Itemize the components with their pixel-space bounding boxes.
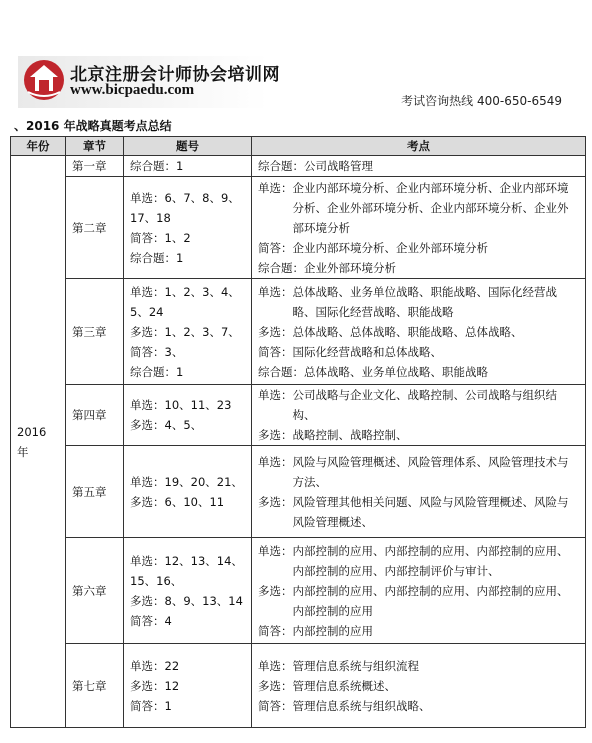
header-chapter: 章节 (66, 137, 124, 156)
exam-points-cell (252, 156, 586, 177)
logo-emblem-icon (22, 58, 66, 102)
exam-point-type: 单选： (258, 658, 293, 673)
page-header (0, 0, 592, 112)
exam-point-text: 总体战略、总体战略、职能战略、总体战略、 (292, 324, 523, 339)
exam-points-cell (252, 385, 586, 446)
question-number-line: 多选：1、2、3、7、 (130, 324, 240, 339)
question-number-line: 多选：6、10、11 (130, 494, 225, 509)
exam-point-type: 多选： (258, 428, 293, 442)
exam-point-type: 简答： (258, 698, 293, 713)
exam-point-type: 简答： (258, 240, 293, 255)
header-year: 年份 (11, 137, 66, 156)
exam-point-type: 单选： (258, 388, 293, 402)
exam-point-text: 内部控制的应用 (292, 623, 373, 638)
exam-point-line (258, 282, 579, 322)
exam-point-text: 内部控制的应用、内部控制的应用、内部控制的应用、内部控制的应用、内部控制评价与审计、 (292, 543, 569, 578)
chapter-cell: 第五章 (66, 446, 124, 538)
table-row (11, 156, 586, 177)
exam-points-table (10, 136, 586, 728)
exam-point-line (258, 385, 579, 425)
question-number-line: 多选：8、9、13、14 (130, 593, 243, 608)
exam-point-line (258, 696, 579, 716)
exam-point-line (258, 656, 579, 676)
exam-point-text: 公司战略管理 (304, 159, 373, 173)
year-cell: 2016 年 (11, 156, 66, 728)
question-number-line: 综合题：1 (130, 159, 184, 173)
exam-point-type: 多选： (258, 324, 293, 339)
table-row (11, 446, 586, 538)
table-row (11, 644, 586, 728)
chapter-cell: 第三章 (66, 279, 124, 385)
question-numbers-cell (124, 538, 252, 644)
exam-point-type: 多选： (258, 494, 293, 509)
question-number-line: 单选：12、13、14、15、16、 (130, 553, 243, 588)
chapter-cell: 第四章 (66, 385, 124, 446)
exam-point-type: 综合题： (258, 364, 304, 379)
question-numbers-cell (124, 385, 252, 446)
exam-point-text: 风险管理其他相关问题、风险与风险管理概述、风险与风险管理概述、 (292, 494, 569, 529)
exam-point-line (258, 541, 579, 581)
question-numbers-cell (124, 644, 252, 728)
table-row (11, 177, 586, 279)
hotline-text: 考试咨询热线 400-650-6549 (401, 94, 562, 108)
exam-point-type: 简答： (258, 623, 293, 638)
table-body (11, 156, 586, 728)
exam-point-type: 综合题： (258, 260, 304, 275)
question-number-line: 单选：1、2、3、4、5、24 (130, 284, 240, 319)
header-exam-points: 考点 (252, 137, 586, 156)
header-question-numbers: 题号 (124, 137, 252, 156)
question-number-line: 综合题：1 (130, 250, 184, 265)
exam-point-text: 战略控制、战略控制、 (292, 428, 408, 442)
exam-point-text: 企业外部环境分析 (304, 260, 396, 275)
exam-point-text: 公司战略与企业文化、战略控制、公司战略与组织结构、 (292, 388, 557, 422)
question-numbers-cell (124, 156, 252, 177)
exam-point-text: 管理信息系统概述、 (292, 678, 396, 693)
question-number-line: 综合题：1 (130, 364, 184, 379)
exam-point-text: 总体战略、业务单位战略、职能战略 (304, 364, 488, 379)
question-number-line: 单选：22 (130, 658, 180, 673)
exam-point-text: 管理信息系统与组织流程 (292, 658, 419, 673)
exam-point-line (258, 258, 579, 278)
exam-point-type: 简答： (258, 344, 293, 359)
exam-point-type: 单选： (258, 454, 293, 469)
exam-point-type: 单选： (258, 284, 293, 299)
question-number-line: 单选：10、11、23 (130, 398, 232, 412)
exam-points-cell (252, 538, 586, 644)
exam-point-line (258, 156, 579, 176)
exam-point-text: 管理信息系统与组织战略、 (292, 698, 431, 713)
table-row (11, 385, 586, 446)
question-number-line: 简答：1 (130, 698, 172, 713)
chapter-cell: 第二章 (66, 177, 124, 279)
exam-point-type: 综合题： (258, 159, 304, 173)
exam-points-cell (252, 446, 586, 538)
question-number-line: 简答：1、2 (130, 230, 191, 245)
question-number-line: 单选：19、20、21、 (130, 474, 243, 489)
exam-point-line (258, 425, 579, 445)
exam-point-line (258, 362, 579, 382)
exam-point-type: 多选： (258, 583, 293, 598)
question-number-line: 多选：12 (130, 678, 180, 693)
exam-point-line (258, 238, 579, 258)
question-numbers-cell (124, 177, 252, 279)
table-row (11, 279, 586, 385)
table-header-row (11, 137, 586, 156)
exam-point-line (258, 178, 579, 238)
question-numbers-cell (124, 446, 252, 538)
table-row (11, 538, 586, 644)
question-number-line: 简答：3、 (130, 344, 184, 359)
exam-point-line (258, 492, 579, 532)
chapter-cell: 第六章 (66, 538, 124, 644)
org-name: 北京注册会计师协会培训网 (70, 65, 280, 85)
exam-point-type: 单选： (258, 543, 293, 558)
exam-point-line (258, 621, 579, 641)
exam-point-line (258, 342, 579, 362)
exam-point-text: 企业内部环境分析、企业外部环境分析 (292, 240, 488, 255)
org-url: www.bicpaedu.com (70, 82, 195, 98)
exam-point-text: 国际化经营战略和总体战略、 (292, 344, 442, 359)
exam-points-cell (252, 177, 586, 279)
question-number-line: 单选：6、7、8、9、17、18 (130, 190, 240, 225)
exam-point-text: 内部控制的应用、内部控制的应用、内部控制的应用、内部控制的应用 (292, 583, 569, 618)
exam-points-cell (252, 279, 586, 385)
exam-point-line (258, 676, 579, 696)
section-title: 、2016 年战略真题考点总结 (14, 119, 172, 133)
exam-point-line (258, 322, 579, 342)
exam-point-line (258, 581, 579, 621)
question-number-line: 多选：4、5、 (130, 418, 203, 432)
question-numbers-cell (124, 279, 252, 385)
exam-point-text: 企业内部环境分析、企业内部环境分析、企业内部环境分析、企业外部环境分析、企业内部环境分析、企业外部环境分析 (292, 180, 569, 235)
exam-point-line (258, 452, 579, 492)
exam-point-type: 多选： (258, 678, 293, 693)
exam-point-type: 单选： (258, 180, 293, 195)
exam-points-cell (252, 644, 586, 728)
chapter-cell: 第七章 (66, 644, 124, 728)
question-number-line: 简答：4 (130, 613, 172, 628)
exam-point-text: 风险与风险管理概述、风险管理体系、风险管理技术与方法、 (292, 454, 569, 489)
exam-point-text: 总体战略、业务单位战略、职能战略、国际化经营战略、国际化经营战略、职能战略 (292, 284, 557, 319)
chapter-cell: 第一章 (66, 156, 124, 177)
